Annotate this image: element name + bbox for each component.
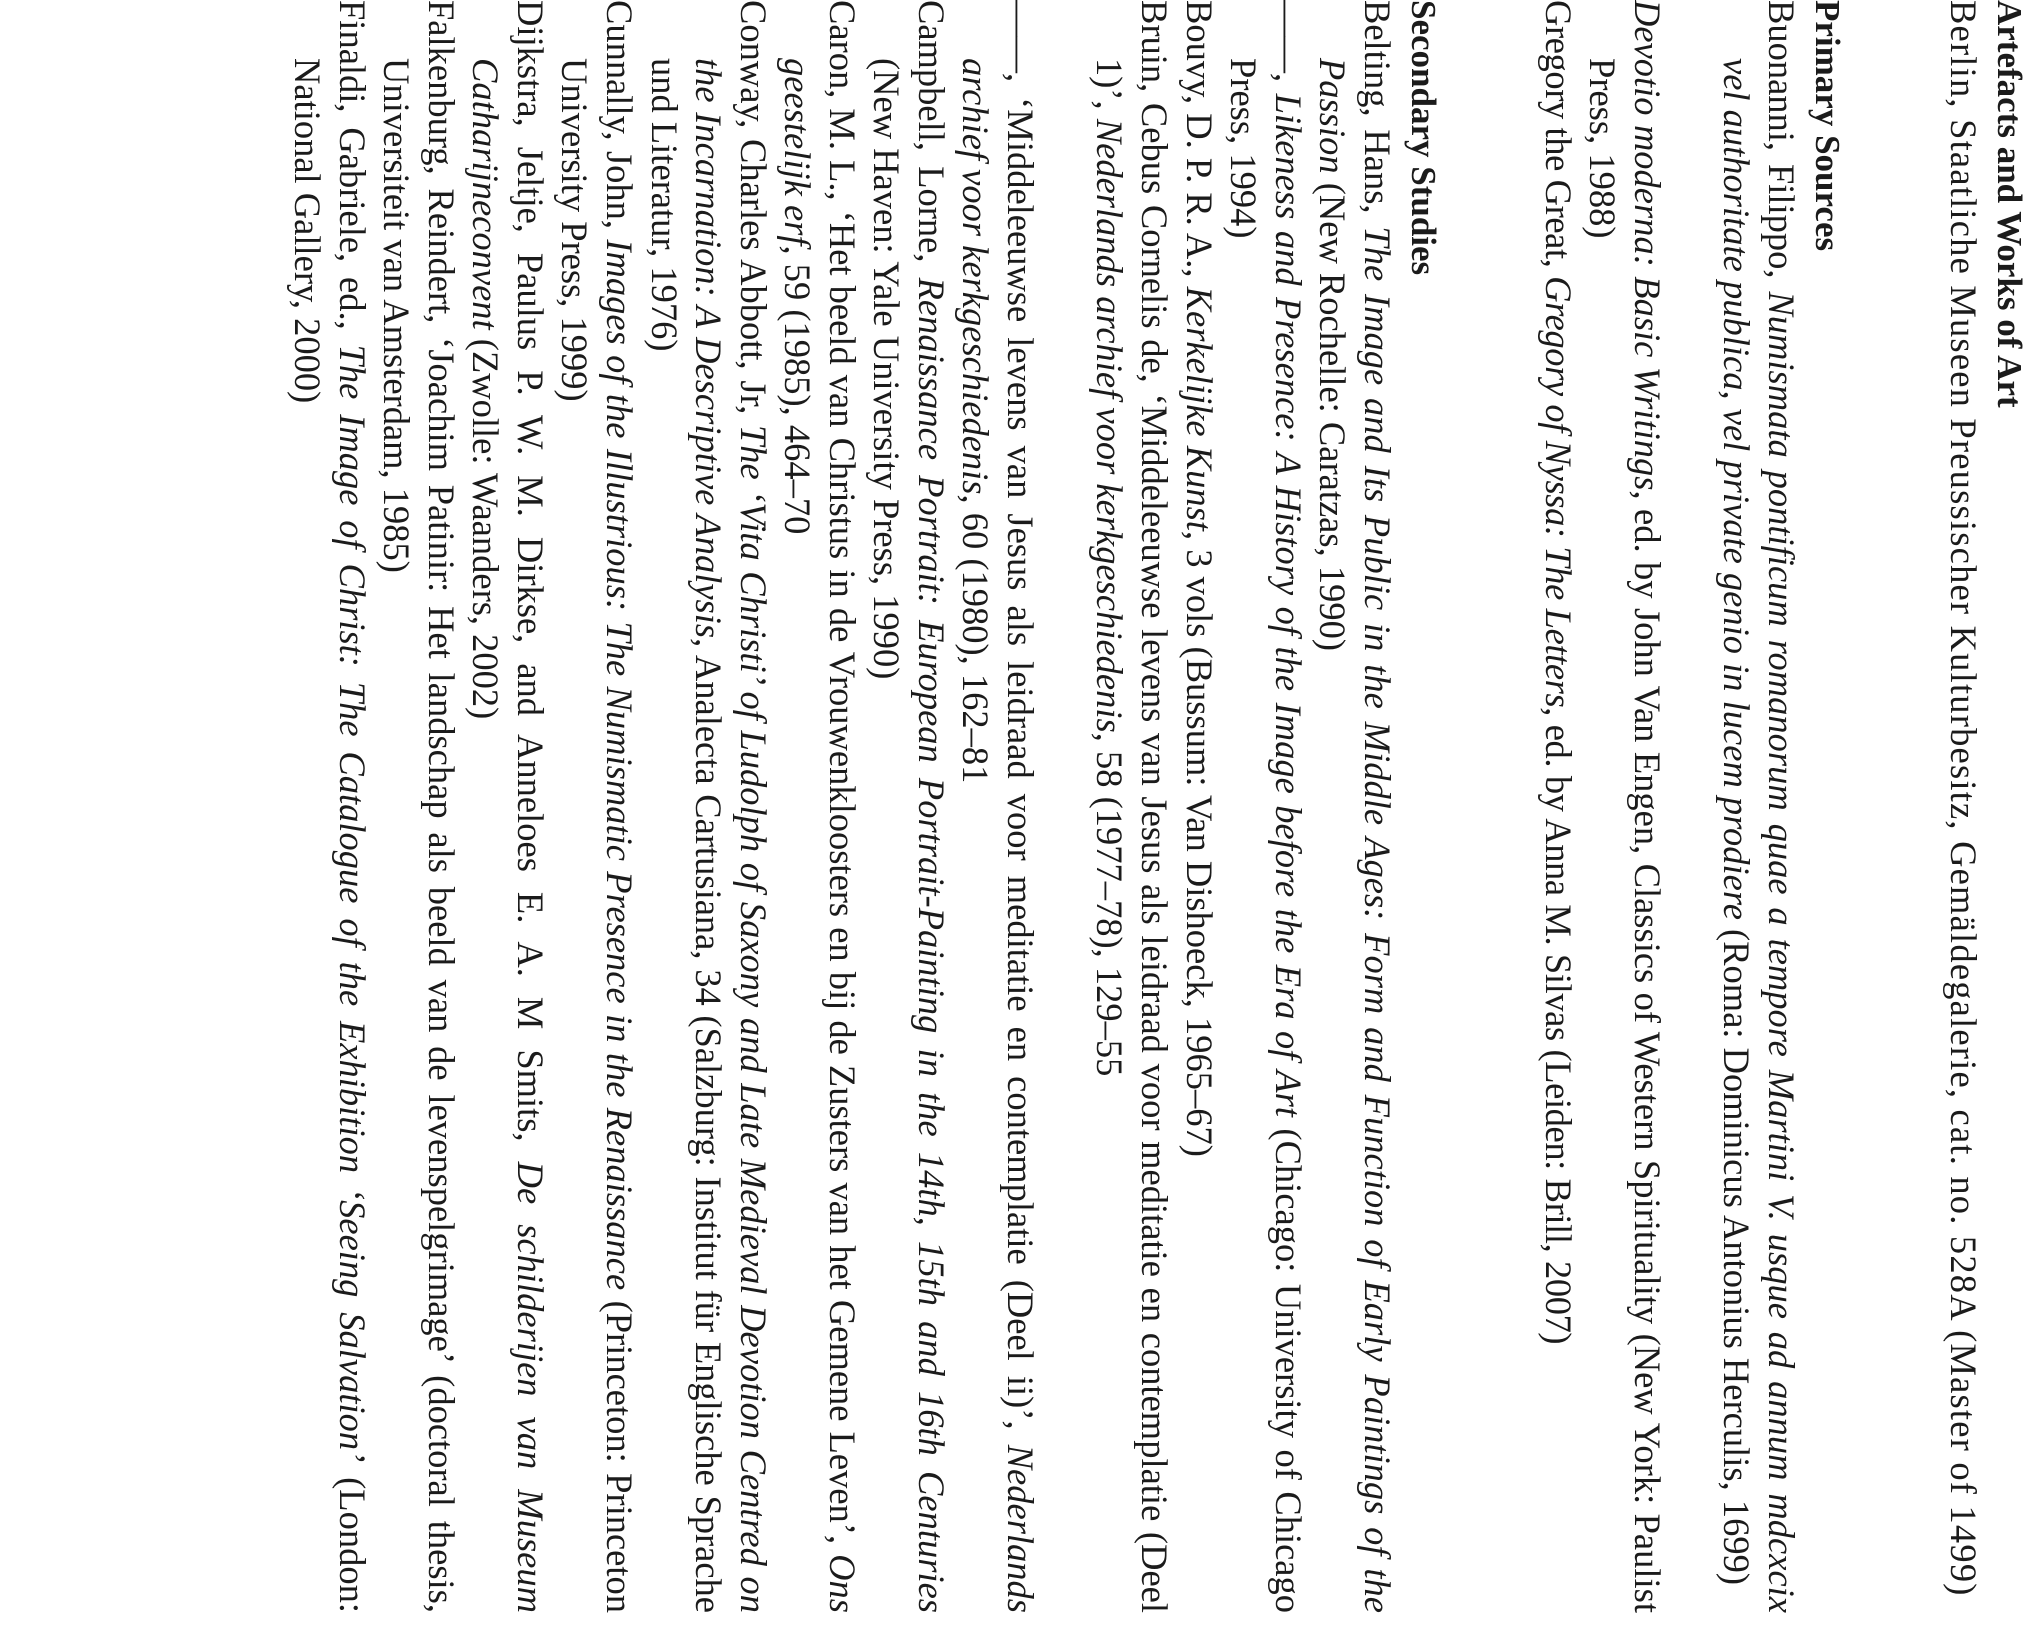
bibliography-entry: [1940, 0, 1985, 1613]
entry-publication: , ed. by John Van Engen, Classics of Western Spirituality (New York: Paulist Press, 1988): [1582, 58, 1668, 1613]
entry-title: Ons geestelijk erf: [777, 58, 863, 1613]
entry-author: Bruin, Cebus Cornelis de, ‘Middeleeuwse levens van Jesus als leidraad voor meditatie en contemplatie (Deel 1)’,: [1089, 0, 1175, 1613]
bibliography-entry: [1580, 0, 1669, 1613]
entry-publication: , 3 vols (Bussum: Van Dishoeck, 1965–67): [1179, 530, 1220, 1157]
bibliography-entry: [953, 0, 1042, 1613]
entry-publication: (New Haven: Yale University Press, 1990): [866, 58, 908, 680]
entry-title: Kerkelijke Kunst: [1179, 286, 1220, 531]
bibliography-entry: [285, 0, 374, 1613]
entry-author: Conway, Charles Abbott, Jr,: [733, 0, 774, 425]
bibliography-entry: [1221, 0, 1310, 1613]
entry-publication: (London: National Gallery, 2000): [287, 58, 373, 1613]
bibliography-entry: [374, 0, 463, 1613]
heading-primary-sources: Primary Sources: [1808, 0, 1847, 252]
bibliography-entry: [552, 0, 641, 1613]
entry-author: Gregory the Great,: [1538, 0, 1579, 277]
entry-author: Falkenburg, Reindert, ‘Joachim Patinir: Het landschap als beeld van de levenspelgrimage’ (doctoral thesis, Universiteit van Amsterdam, 1985): [376, 0, 462, 1613]
heading-secondary-studies: Secondary Studies: [1404, 0, 1443, 276]
bibliography-entry: [775, 0, 864, 1613]
entry-author: Buonanni, Filippo,: [1761, 0, 1802, 292]
entry-publication: (Chicago: University of Chicago Press, 1994): [1223, 58, 1309, 1613]
entry-publication: , 59 (1985), 464–70: [777, 245, 819, 535]
entry-publication: , Analecta Cartusiana, 34 (Salzburg: Institut für Englische Sprache und Literatur, 1976): [643, 58, 730, 1613]
entry-publication: (Roma: Dominicus Antonius Herculis, 1699): [1716, 919, 1758, 1585]
entry-title: De schilderijen van Museum Catharijneconvent: [465, 58, 551, 1613]
bibliography-entry: [864, 0, 953, 1613]
entry-publication: (Princeton: Princeton University Press, 1999): [554, 58, 640, 1614]
entry-author: Berlin, Staatliche Museen Preussischer Kulturbesitz, Gemäldegalerie, cat. no. 528A (Master of 1499): [1943, 0, 1984, 1597]
entry-publication: , 58 (1977–78), 129–55: [1089, 732, 1131, 1077]
entry-author: Caron, M. L., ‘Het beeld van Christus in de Vrouwenkloosters en bij de Zusters van het Gemene Leven’,: [822, 0, 863, 1555]
bibliography-entry: [641, 0, 775, 1613]
entry-author: ——, ‘Middeleeuwse levens van Jesus als leidraad voor meditatie en contemplatie (Deel ii)’,: [1000, 0, 1041, 1445]
entry-publication: , 60 (1980), 162–81: [955, 494, 997, 784]
entry-title: The Image and Its Public in the Middle Ages: Form and Function of Early Paintings of the Passion: [1312, 58, 1398, 1613]
entry-author: ——,: [1268, 0, 1309, 94]
entry-author: Finaldi, Gabriele, ed.,: [332, 0, 373, 345]
entry-title: Nederlands archief voor kerkgeschiedenis: [1089, 118, 1131, 733]
entry-title: Nederlands archief voor kerkgeschiedenis: [955, 58, 1041, 1613]
entry-author: Campbell, Lorne,: [911, 0, 952, 278]
entry-title: Images of the Illustrious: The Numismatic Presence in the Renaissance: [599, 239, 640, 1291]
bibliography-entry: [1087, 0, 1176, 1613]
entry-publication: (New Rochelle: Caratzas, 1990): [1312, 173, 1354, 651]
entry-title: Numismata pontificum romanorum quae a tempore Martini V. usque ad annum mdcxcix vel authoritate publica, vel private genio in lucem prodiere: [1716, 58, 1802, 1613]
heading-artefacts: Artefacts and Works of Art: [1990, 0, 2029, 408]
bibliography-entry: [1176, 0, 1221, 1613]
entry-publication: (Zwolle: Waanders, 2002): [465, 329, 507, 720]
entry-title: Renaissance Portrait: European Portrait-Painting in the 14th, 15th and 16th Centuries: [911, 277, 952, 1613]
bibliography-entry: [1310, 0, 1399, 1613]
entry-author: Dijkstra, Jeltje, Paulus P. W. M. Dirkse, and Anneloes E. A. M Smits,: [510, 0, 551, 1162]
entry-publication: , ed. by Anna M. Silvas (Leiden: Brill, 2007): [1538, 707, 1579, 1345]
entry-title: The ‘Vita Christi’ of Ludolph of Saxony and Late Medieval Devotion Centred on the Incarnation: A Descriptive Analysis: [688, 58, 774, 1614]
bibliography-entry: [1714, 0, 1803, 1613]
entry-author: Belting, Hans,: [1357, 0, 1398, 227]
entry-title: Devotio moderna: Basic Writings: [1627, 0, 1668, 491]
entry-author: Cunnally, John,: [599, 0, 640, 240]
entry-author: Bouvy, D. P. R. A.,: [1179, 0, 1220, 287]
bibliography-entry: [463, 0, 552, 1613]
entry-title: Gregory of Nyssa: The Letters: [1538, 276, 1579, 708]
entry-title: Likeness and Presence: A History of the Image before the Era of Art: [1268, 93, 1309, 1117]
entry-title: The Image of Christ: The Catalogue of the Exhibition ‘Seeing Salvation’: [332, 344, 373, 1463]
bibliography-entry: [1535, 0, 1580, 1613]
